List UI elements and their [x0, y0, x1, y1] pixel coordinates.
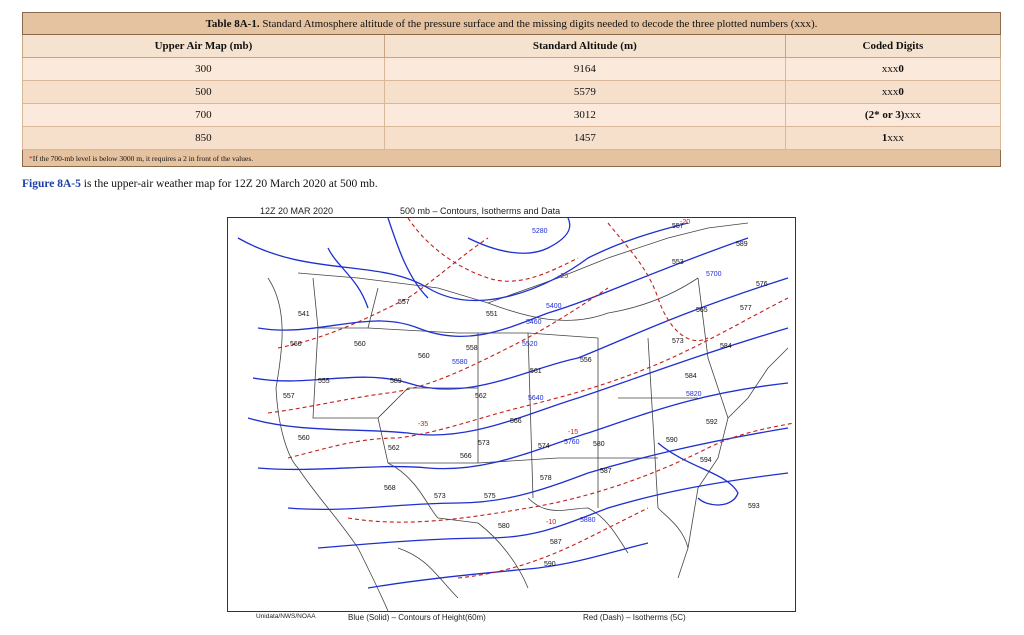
- map-time-label: 12Z 20 MAR 2020: [260, 206, 334, 216]
- map-level-cell: 850: [23, 127, 385, 150]
- svg-text:558: 558: [466, 345, 478, 352]
- contour-labels: [452, 228, 722, 524]
- svg-text:5280: 5280: [532, 228, 548, 235]
- coded-digits-cell: xxx0: [785, 58, 1000, 81]
- table-caption: [23, 13, 1001, 35]
- legend-isotherms: Red (Dash) – Isotherms (5C): [583, 613, 686, 622]
- upper-air-map-svg: [228, 218, 795, 611]
- svg-text:560: 560: [298, 435, 310, 442]
- svg-text:5580: 5580: [452, 359, 468, 366]
- map-header: 500 mb – Contours, Isotherms and Data: [400, 206, 561, 216]
- coded-digits-cell: (2* or 3)xxx: [785, 104, 1000, 127]
- header-standard-altitude: Standard Altitude (m): [384, 35, 785, 58]
- svg-text:5400: 5400: [546, 303, 562, 310]
- svg-text:562: 562: [475, 393, 487, 400]
- svg-text:587: 587: [550, 539, 562, 546]
- svg-text:553: 553: [672, 259, 684, 266]
- svg-text:574: 574: [538, 443, 550, 450]
- table-row: [23, 81, 1001, 104]
- standard-atmosphere-table: [22, 12, 1001, 167]
- map-level-cell: 700: [23, 104, 385, 127]
- upper-air-map: [227, 217, 796, 612]
- svg-text:573: 573: [478, 440, 490, 447]
- svg-text:580: 580: [593, 441, 605, 448]
- table-caption-text: Standard Atmosphere altitude of the pressure surface and the missing digits needed to decode the three plotted numbers (xxx).: [259, 17, 818, 30]
- svg-text:565: 565: [696, 307, 708, 314]
- svg-text:5880: 5880: [580, 517, 596, 524]
- svg-text:576: 576: [756, 281, 768, 288]
- legend-contours: Blue (Solid) – Contours of Height(60m): [348, 613, 486, 622]
- svg-text:541: 541: [298, 311, 310, 318]
- svg-text:5520: 5520: [522, 341, 538, 348]
- svg-text:-15: -15: [568, 429, 579, 436]
- svg-text:590: 590: [544, 561, 556, 568]
- svg-text:5460: 5460: [526, 319, 542, 326]
- svg-text:561: 561: [530, 368, 542, 375]
- svg-text:-35: -35: [418, 421, 429, 428]
- svg-text:556: 556: [580, 357, 592, 364]
- svg-text:584: 584: [685, 373, 697, 380]
- svg-text:566: 566: [510, 418, 522, 425]
- svg-text:-20: -20: [680, 219, 691, 226]
- svg-text:5640: 5640: [528, 395, 544, 402]
- svg-text:568: 568: [384, 485, 396, 492]
- header-coded-digits: Coded Digits: [785, 35, 1000, 58]
- table-footnote: *If the 700-mb level is below 3000 m, it requires a 2 in front of the values.: [23, 150, 1001, 167]
- svg-text:593: 593: [748, 503, 760, 510]
- map-credit: Unidata/NWS/NOAA: [256, 613, 316, 620]
- svg-text:5700: 5700: [706, 271, 722, 278]
- coded-digits-cell: 1xxx: [785, 127, 1000, 150]
- svg-text:589: 589: [736, 241, 748, 248]
- svg-text:575: 575: [484, 493, 496, 500]
- svg-text:560: 560: [290, 341, 302, 348]
- table-row: [23, 104, 1001, 127]
- svg-text:557: 557: [283, 393, 295, 400]
- svg-text:594: 594: [700, 457, 712, 464]
- altitude-cell: 9164: [384, 58, 785, 81]
- svg-text:573: 573: [672, 338, 684, 345]
- figure-description: is the upper-air weather map for 12Z 20 March 2020 at 500 mb.: [80, 178, 378, 190]
- header-upper-air-map: Upper Air Map (mb): [23, 35, 385, 58]
- geography-outlines: [268, 223, 788, 611]
- svg-text:560: 560: [354, 341, 366, 348]
- map-level-cell: 500: [23, 81, 385, 104]
- svg-text:566: 566: [460, 453, 472, 460]
- table-row: [23, 127, 1001, 150]
- isotherm-labels: [418, 219, 690, 526]
- svg-text:577: 577: [740, 305, 752, 312]
- figure-link[interactable]: Figure 8A-5: [22, 178, 81, 190]
- svg-text:589: 589: [390, 378, 402, 385]
- svg-text:590: 590: [666, 437, 678, 444]
- svg-text:557: 557: [398, 299, 410, 306]
- svg-text:562: 562: [388, 445, 400, 452]
- svg-text:-25: -25: [558, 273, 569, 280]
- svg-text:584: 584: [720, 343, 732, 350]
- figure-reference-text: [22, 178, 378, 190]
- svg-text:592: 592: [706, 419, 718, 426]
- table-row: [23, 58, 1001, 81]
- svg-text:560: 560: [418, 353, 430, 360]
- svg-text:5820: 5820: [686, 391, 702, 398]
- svg-text:555: 555: [318, 378, 330, 385]
- altitude-cell: 1457: [384, 127, 785, 150]
- svg-text:573: 573: [434, 493, 446, 500]
- svg-text:-10: -10: [546, 519, 557, 526]
- altitude-cell: 3012: [384, 104, 785, 127]
- svg-text:587: 587: [600, 468, 612, 475]
- table-caption-label: Table 8A-1.: [205, 17, 260, 30]
- svg-text:5760: 5760: [564, 439, 580, 446]
- svg-text:557: 557: [672, 223, 684, 230]
- altitude-cell: 5579: [384, 81, 785, 104]
- map-level-cell: 300: [23, 58, 385, 81]
- svg-text:578: 578: [540, 475, 552, 482]
- svg-text:580: 580: [498, 523, 510, 530]
- coded-digits-cell: xxx0: [785, 81, 1000, 104]
- svg-text:551: 551: [486, 311, 498, 318]
